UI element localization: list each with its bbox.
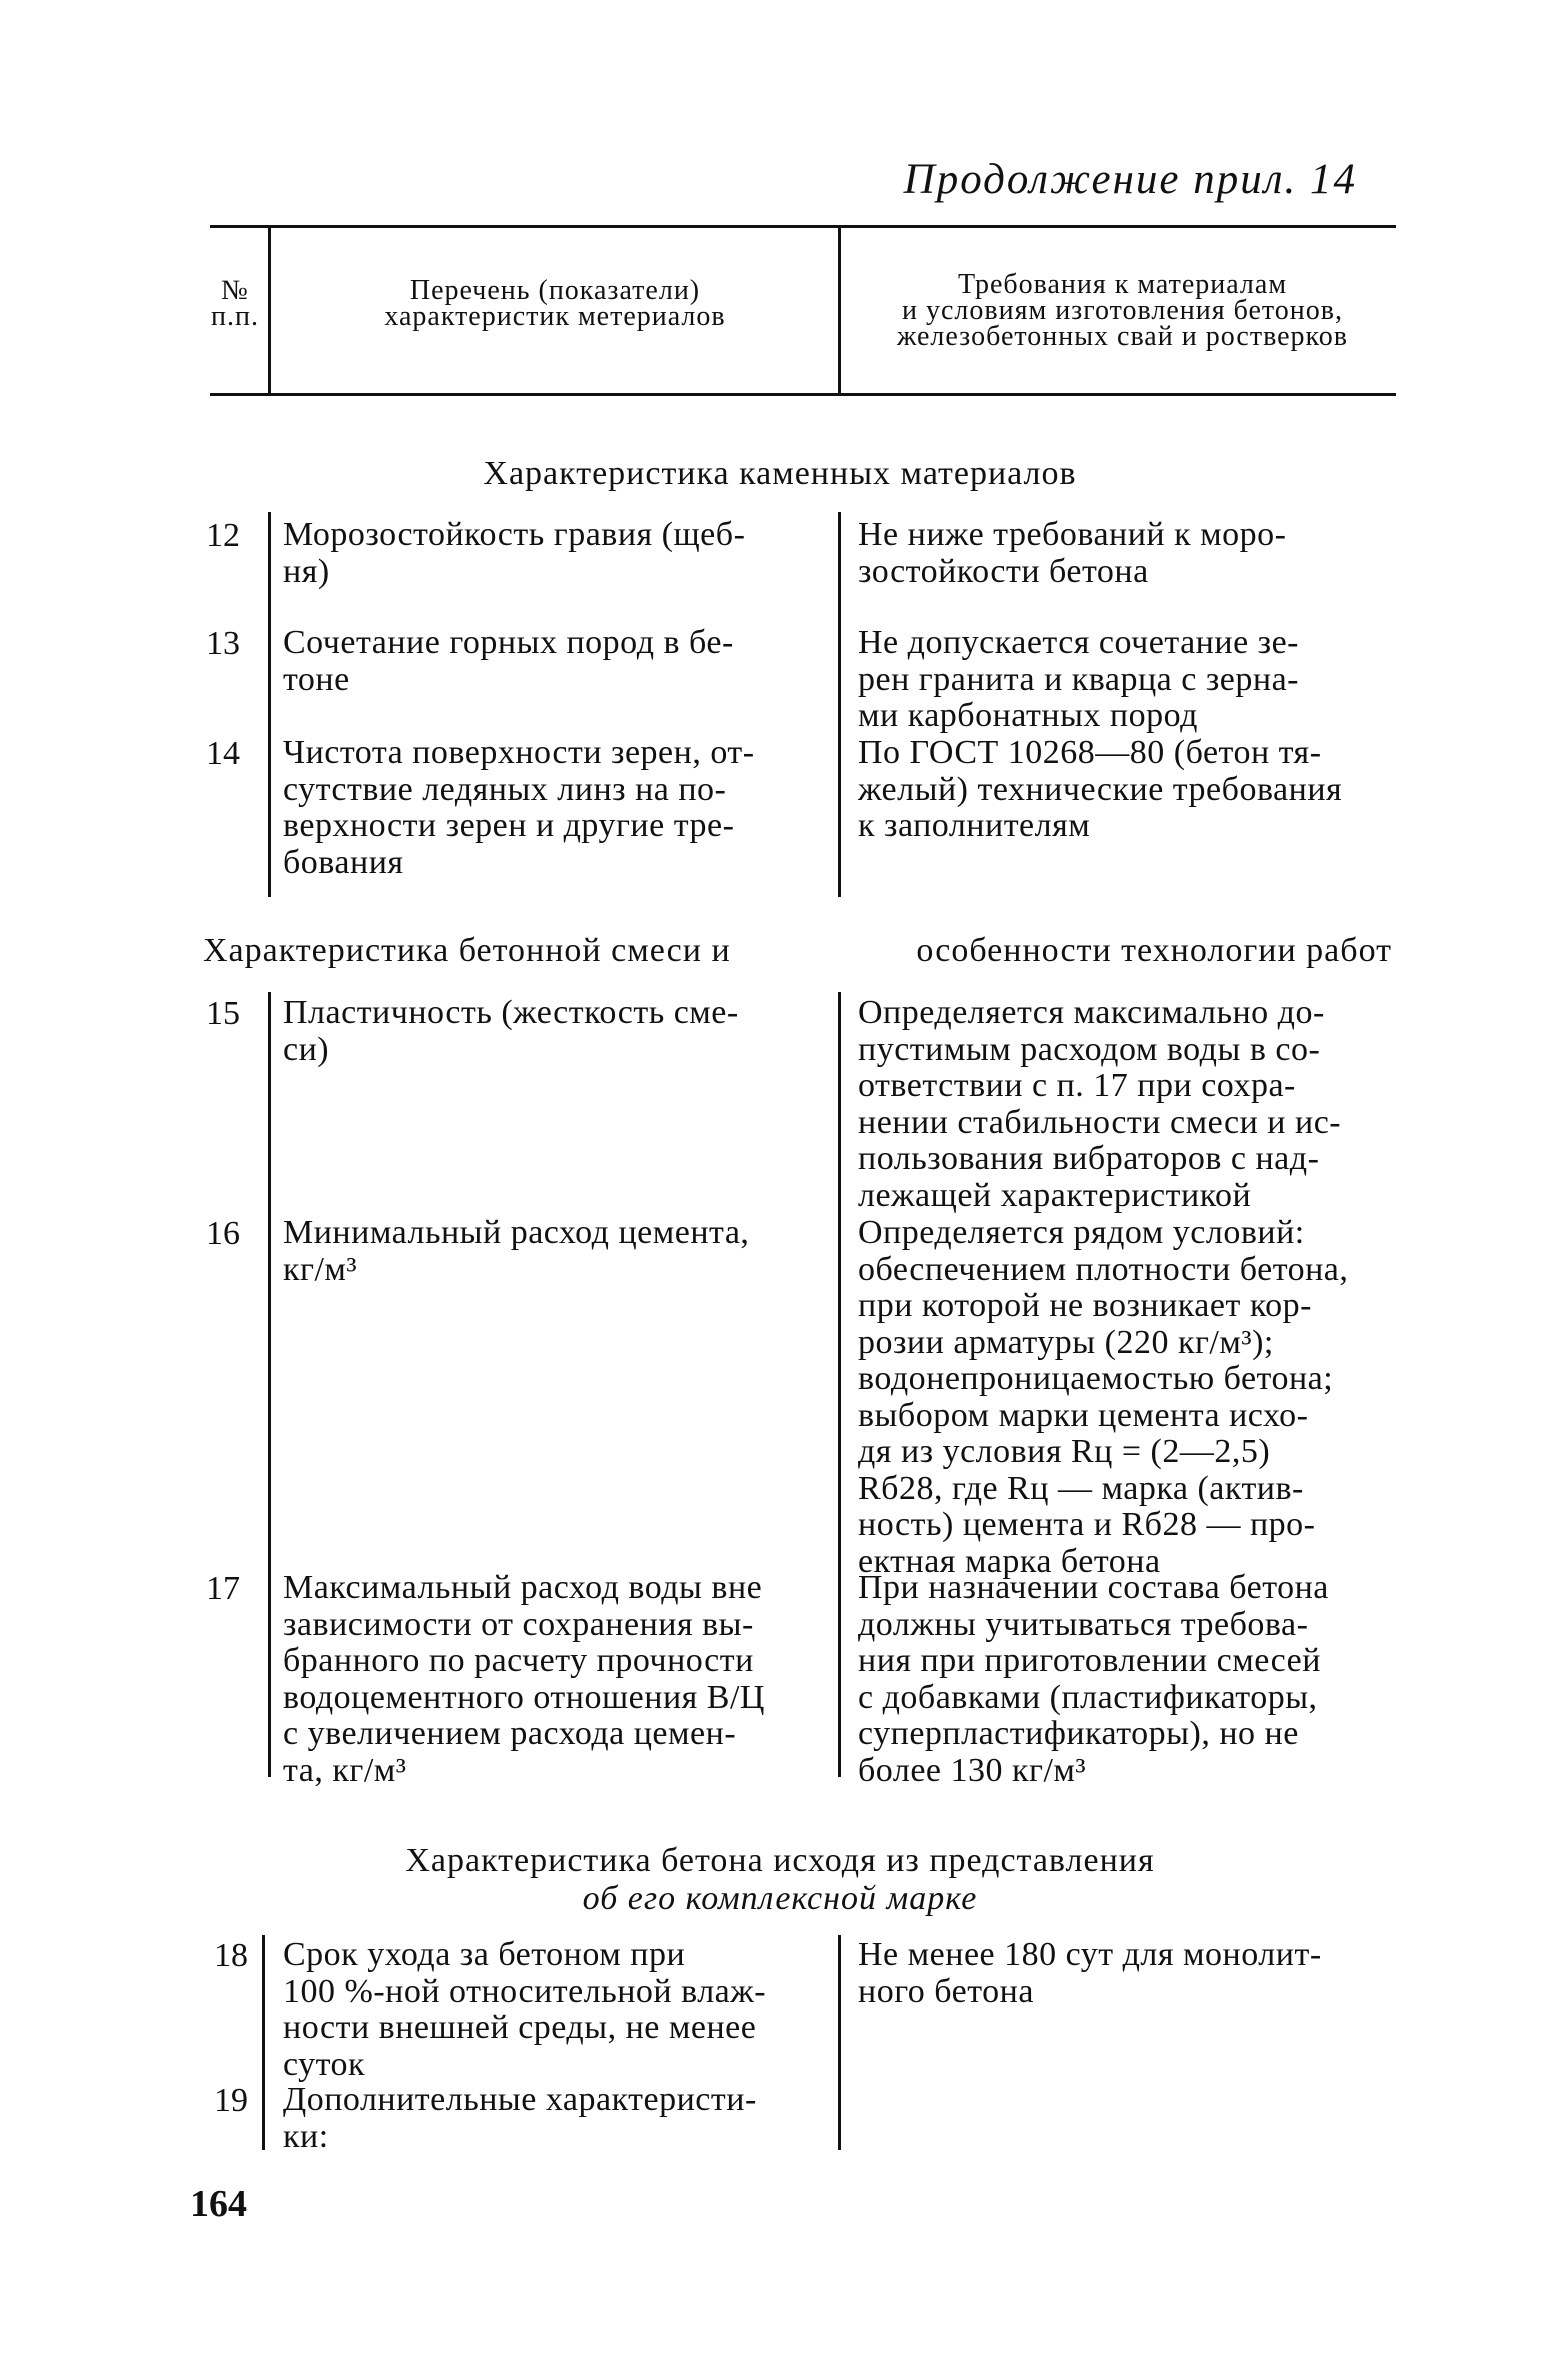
row-number: 14 <box>206 735 240 772</box>
row-requirement <box>858 517 1398 590</box>
text-line: водонепроницаемостью бетона; <box>858 1360 1334 1397</box>
text-line: ектная марка бетона <box>858 1542 1161 1580</box>
text-line: должны учитываться требова- <box>858 1605 1309 1643</box>
row-number: 15 <box>206 995 240 1032</box>
text-line: Дополнительные характеристи- <box>283 2081 757 2118</box>
header-line: характеристик метериалов <box>384 301 726 332</box>
text-line: выбором марки цемента исхо- <box>858 1396 1309 1434</box>
header-divider-2 <box>838 225 841 395</box>
text-line: более 130 кг/м³ <box>858 1751 1087 1789</box>
text-line: Не менее 180 сут для монолит- <box>858 1936 1322 1973</box>
row-number: 13 <box>206 625 240 662</box>
text-line: рен гранита и кварца с зерна- <box>858 660 1299 698</box>
text-line: Чистота поверхности зерен, от- <box>283 734 755 771</box>
text-line: Морозостойкость гравия (щеб- <box>283 516 746 553</box>
text-line: 100 %-ной относительной влаж- <box>283 1972 767 2010</box>
text-line: пользования вибраторов с над- <box>858 1140 1320 1177</box>
row-characteristic <box>283 625 828 698</box>
header-col-number-line: п.п. <box>211 301 259 332</box>
text-line: Не ниже требований к моро- <box>858 516 1287 553</box>
text-line: суток <box>283 2045 366 2083</box>
row-characteristic <box>283 517 828 590</box>
row-number: 16 <box>206 1215 240 1252</box>
row-requirement <box>858 995 1398 1214</box>
page-number: 164 <box>190 2183 247 2225</box>
text-line: Срок ухода за бетоном при <box>283 1936 686 1973</box>
text-line: По ГОСТ 10268—80 (бетон тя- <box>858 734 1322 771</box>
text-line: Сочетание горных пород в бе- <box>283 624 734 661</box>
section-title-stone: Характеристика каменных материалов <box>483 455 1077 492</box>
text-line: пустимым расходом воды в со- <box>858 1030 1321 1068</box>
section-title-mix-left: Характеристика бетонной смеси и <box>203 932 731 969</box>
continuation-label: Продолжение прил. 14 <box>903 156 1357 203</box>
text-line: с добавками (пластификаторы, <box>858 1678 1318 1716</box>
header-divider-1 <box>268 225 271 395</box>
text-line: ного бетона <box>858 1972 1034 2010</box>
row-characteristic <box>283 1570 828 1789</box>
text-line: желый) технические требования <box>858 770 1343 808</box>
text-line: при которой не возникает кор- <box>858 1287 1312 1324</box>
text-line: ми карбонатных пород <box>858 697 1198 734</box>
text-line: лежащей характеристикой <box>858 1176 1252 1214</box>
text-line: Определяется рядом условий: <box>858 1214 1305 1251</box>
text-line: зависимости от сохранения вы- <box>283 1605 754 1643</box>
column-rule-right <box>838 512 841 897</box>
text-line: тоне <box>283 660 350 698</box>
column-rule-left <box>268 512 271 897</box>
section-title-line: об его комплексной марке <box>582 1880 978 1917</box>
text-line: розии арматуры (220 кг/м³); <box>858 1323 1274 1361</box>
header-line: и условиям изготовления бетонов, <box>902 295 1343 326</box>
text-line: Rб28, где Rц — марка (актив- <box>858 1469 1304 1507</box>
header-col-requirements <box>845 269 1400 352</box>
row-number: 19 <box>214 2082 248 2119</box>
header-line: железобетонных свай и ростверков <box>897 321 1348 352</box>
row-requirement <box>858 1937 1398 2010</box>
text-line: зостойкости бетона <box>858 552 1149 590</box>
header-col-number-line: № <box>221 275 249 306</box>
header-line: Перечень (показатели) <box>409 275 701 306</box>
section-title-concrete <box>0 1842 1560 1918</box>
text-line: с увеличением расхода цемен- <box>283 1715 737 1752</box>
header-col-number <box>205 275 265 332</box>
row-number: 12 <box>206 517 240 554</box>
text-line: ния при приготовлении смесей <box>858 1642 1321 1679</box>
text-line: верхности зерен и другие тре- <box>283 807 735 844</box>
row-number: 17 <box>206 1570 240 1607</box>
section-title-line: Характеристика бетона исходя из представления <box>405 1842 1155 1879</box>
row-requirement <box>858 1570 1398 1789</box>
text-line: бранного по расчету прочности <box>283 1642 754 1679</box>
text-line: обеспечением плотности бетона, <box>858 1250 1349 1288</box>
text-line: водоцементного отношения В/Ц <box>283 1678 765 1716</box>
text-line: сутствие ледяных линз на по- <box>283 770 727 808</box>
header-bottom-rule <box>210 393 1396 396</box>
header-top-rule <box>210 225 1396 228</box>
text-line: При назначении состава бетона <box>858 1569 1329 1606</box>
text-line: ность) цемента и Rб28 — про- <box>858 1506 1316 1543</box>
text-line: Пластичность (жесткость сме- <box>283 994 739 1031</box>
row-characteristic <box>283 1215 828 1288</box>
text-line: к заполнителям <box>858 807 1091 844</box>
header-col-characteristic <box>275 275 835 332</box>
row-characteristic <box>283 735 828 881</box>
header-line: Требования к материалам <box>957 269 1288 300</box>
text-line: нении стабильности смеси и ис- <box>858 1103 1342 1141</box>
text-line: си) <box>283 1030 330 1068</box>
text-line: кг/м³ <box>283 1250 358 1288</box>
text-line: та, кг/м³ <box>283 1751 407 1789</box>
row-requirement <box>858 625 1398 735</box>
text-line: Максимальный расход воды вне <box>283 1569 763 1606</box>
section-title-mix-right: особенности технологии работ <box>916 932 1392 969</box>
column-rule-left <box>262 1935 265 2150</box>
row-characteristic <box>283 995 828 1068</box>
text-line: Определяется максимально до- <box>858 994 1325 1031</box>
row-characteristic <box>283 2082 828 2155</box>
text-line: дя из условия Rц = (2—2,5) <box>858 1433 1271 1470</box>
text-line: ответствии с п. 17 при сохра- <box>858 1067 1296 1104</box>
column-rule-right <box>838 1935 841 2150</box>
text-line: ня) <box>283 552 330 590</box>
column-rule-left <box>268 992 271 1777</box>
row-requirement <box>858 735 1398 845</box>
row-requirement <box>858 1215 1398 1580</box>
row-characteristic <box>283 1937 828 2083</box>
text-line: Не допускается сочетание зе- <box>858 624 1300 661</box>
text-line: Минимальный расход цемента, <box>283 1214 750 1251</box>
text-line: суперпластификаторы), но не <box>858 1715 1299 1752</box>
row-number: 18 <box>214 1937 248 1974</box>
column-rule-right <box>838 992 841 1777</box>
text-line: ности внешней среды, не менее <box>283 2009 757 2046</box>
text-line: ки: <box>283 2117 329 2155</box>
text-line: бования <box>283 843 404 881</box>
